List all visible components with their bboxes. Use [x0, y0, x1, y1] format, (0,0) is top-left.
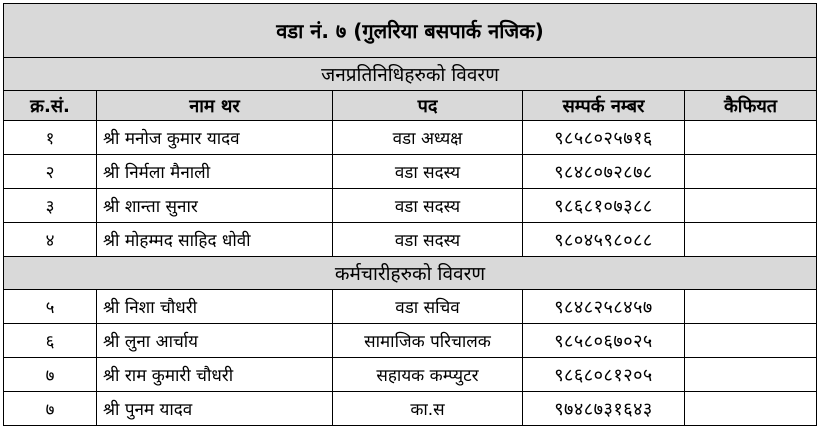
- cell-sn: १: [4, 121, 97, 155]
- ward-contact-table: [3, 3, 817, 426]
- cell-phone: ९८४८२५८४५७: [523, 290, 685, 324]
- cell-phone: ९८५८०२५७१६: [523, 121, 685, 155]
- cell-phone: ९८६८१०७३८८: [523, 189, 685, 223]
- cell-sn: २: [4, 155, 97, 189]
- cell-remarks: [685, 155, 817, 189]
- cell-phone: ९८५८०६७०२५: [523, 324, 685, 358]
- column-header-post: पद: [333, 91, 523, 121]
- cell-name: श्री निर्मला मैनाली: [97, 155, 333, 189]
- column-header-phone: सम्पर्क नम्बर: [523, 91, 685, 121]
- cell-phone: ९८६८०८१२०५: [523, 358, 685, 392]
- cell-remarks: [685, 121, 817, 155]
- column-header-sn: क्र.सं.: [4, 91, 97, 121]
- cell-sn: ७: [4, 392, 97, 426]
- section-row-representatives: [4, 58, 817, 91]
- cell-sn: ७: [4, 358, 97, 392]
- cell-name: श्री मोहम्मद साहिद धोवी: [97, 223, 333, 257]
- cell-post: वडा सदस्य: [333, 223, 523, 257]
- cell-sn: ६: [4, 324, 97, 358]
- cell-remarks: [685, 189, 817, 223]
- cell-remarks: [685, 358, 817, 392]
- cell-name: श्री मनोज कुमार यादव: [97, 121, 333, 155]
- cell-name: श्री राम कुमारी चौधरी: [97, 358, 333, 392]
- cell-remarks: [685, 290, 817, 324]
- cell-name: श्री निशा चौधरी: [97, 290, 333, 324]
- section-title-staff: कर्मचारीहरुको विवरण: [4, 257, 817, 290]
- cell-name: श्री पुनम यादव: [97, 392, 333, 426]
- cell-name: श्री लुना आर्चाय: [97, 324, 333, 358]
- cell-phone: ९८०४५९८०८८: [523, 223, 685, 257]
- ward-contact-sheet: [3, 3, 816, 426]
- table-row: [4, 290, 817, 324]
- cell-sn: ५: [4, 290, 97, 324]
- table-title: वडा नं. ७ (गुलरिया बसपार्क नजिक): [4, 4, 817, 58]
- cell-remarks: [685, 223, 817, 257]
- table-row: [4, 121, 817, 155]
- cell-remarks: [685, 392, 817, 426]
- cell-post: वडा सचिव: [333, 290, 523, 324]
- cell-post: वडा सदस्य: [333, 189, 523, 223]
- cell-post: वडा सदस्य: [333, 155, 523, 189]
- table-row: [4, 223, 817, 257]
- column-header-remarks: कैफियत: [685, 91, 817, 121]
- column-header-row: [4, 91, 817, 121]
- cell-phone: ९७४८७३१६४३: [523, 392, 685, 426]
- title-row: [4, 4, 817, 58]
- cell-post: का.स: [333, 392, 523, 426]
- table-row: [4, 392, 817, 426]
- cell-name: श्री शान्ता सुनार: [97, 189, 333, 223]
- cell-post: सहायक कम्प्युटर: [333, 358, 523, 392]
- table-row: [4, 324, 817, 358]
- table-row: [4, 189, 817, 223]
- section-row-staff: [4, 257, 817, 290]
- cell-sn: ३: [4, 189, 97, 223]
- section-title-representatives: जनप्रतिनिधिहरुको विवरण: [4, 58, 817, 91]
- cell-phone: ९८४८०७२८७८: [523, 155, 685, 189]
- cell-remarks: [685, 324, 817, 358]
- table-row: [4, 358, 817, 392]
- column-header-name: नाम थर: [97, 91, 333, 121]
- cell-post: वडा अध्यक्ष: [333, 121, 523, 155]
- table-row: [4, 155, 817, 189]
- cell-sn: ४: [4, 223, 97, 257]
- cell-post: सामाजिक परिचालक: [333, 324, 523, 358]
